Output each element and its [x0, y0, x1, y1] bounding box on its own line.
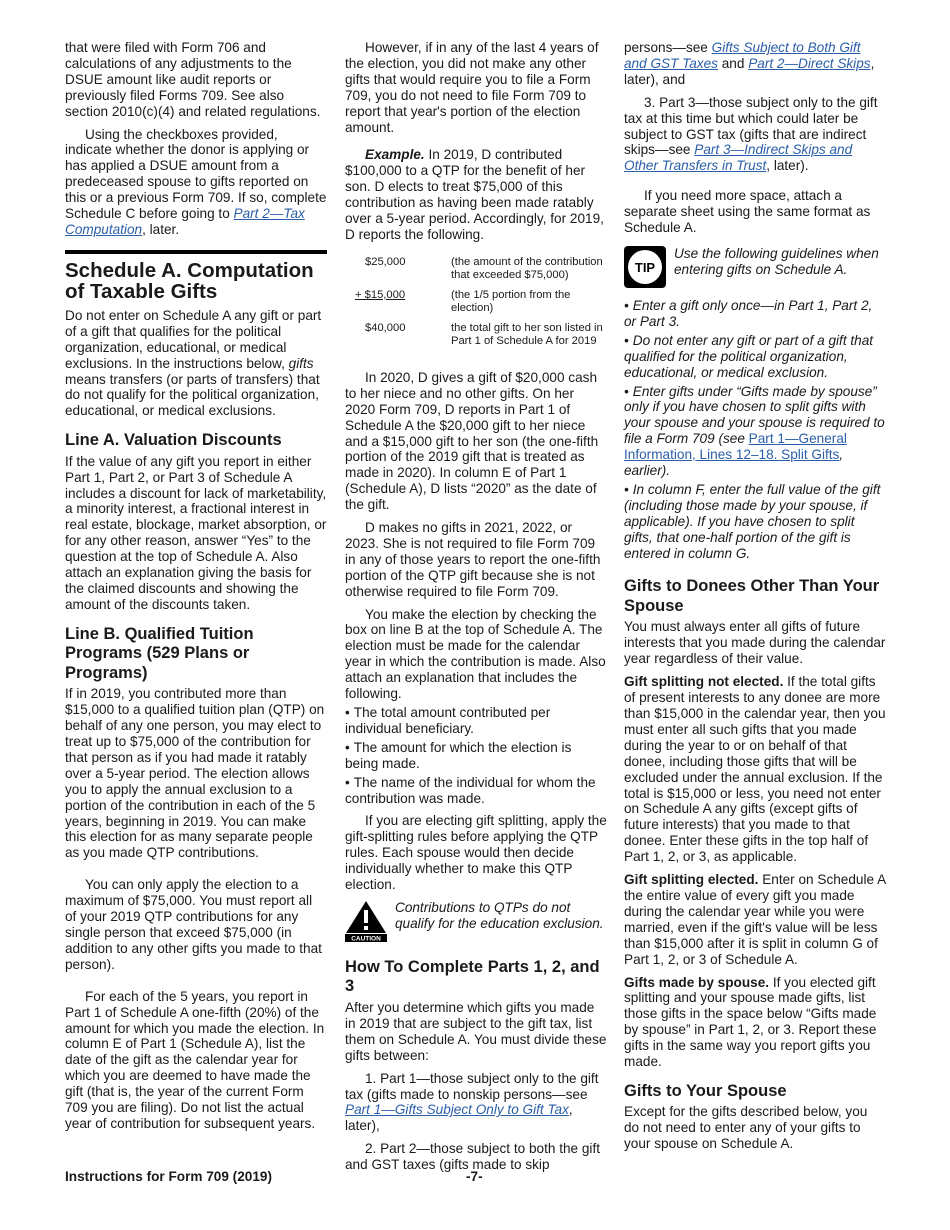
example-paragraph: Example. In 2019, D contributed $100,000 to a QTP for the benefit of her son. D elects to treat $75,000 of this contribution as having been made ratably over a 5-year period. Accordingly, for 2019, D reports the following.: [345, 147, 604, 242]
more-space-paragraph: If you need more space, attach a separate sheet using the same format as Schedule A.: [624, 188, 871, 236]
how-to-complete-paragraph: After you determine which gifts you made in 2019 that are subject to the gift tax, list them on Schedule A. You must divide these gifts between:: [345, 999, 607, 1063]
page-number: -7-: [466, 1169, 483, 1184]
table-description: (the 1/5 portion from the election): [451, 288, 571, 315]
footer-title: Instructions for Form 709 (2019): [65, 1169, 272, 1184]
table-amount: $40,000: [365, 321, 406, 334]
list-item: • The amount for which the election is being made.: [345, 740, 607, 772]
column-2: [345, 40, 607, 1180]
list-item: • Enter gifts under “Gifts made by spouse” only if you have chosen to split gifts with your spouse and your spouse is required to file a Form 709 (see Part 1—General Information, Lines 12–18. Split Gifts, earlier).: [624, 384, 886, 479]
table-description: (the amount of the contribution that exceeded $75,000): [451, 255, 603, 282]
example-2020-paragraph: In 2020, D gives a gift of $20,000 cash to her niece and no other gifts. On her 2020 Form 709, D reports in Part 1 of Schedule A the $20,000 gift to her niece and a $15,000 gift to her son (the one-fifth portion of the 2019 gift that is treated as made in 2020). In column E of Part 1 (Schedule A), D lists “2020” as the date of the gift.: [345, 369, 599, 513]
gifts-to-spouse-heading: Gifts to Your Spouse: [624, 1081, 787, 1100]
table-description: the total gift to her son listed in Part 1 of Schedule A for 2019: [451, 321, 603, 348]
link-gifts-subject-to-both[interactable]: Gifts Subject to Both Gift and GST Taxes: [624, 40, 861, 71]
election-paragraph: You make the election by checking the box on line B at the top of Schedule A. The election must be made for the calendar year in which the contribution is made. Also attach an explanation that includes the following.: [345, 606, 606, 702]
caution-note: [345, 900, 607, 942]
column-1: [65, 40, 327, 1139]
example-later-years-paragraph: D makes no gifts in 2021, 2022, or 2023. She is not required to file Form 709 in any of those years to report the one-fifth portion of the QTP gift because she is not otherwise required to file Form 709.: [345, 520, 601, 599]
list-item: • In column F, enter the full value of the gift (including those made by your spouse, if applicable). If you have chosen to split gifts, that one-half portion of the gift is entered in column G.: [624, 482, 886, 562]
line-a-heading: Line A. Valuation Discounts: [65, 431, 282, 450]
table-row: [355, 286, 607, 319]
gifts-to-spouse-paragraph: Except for the gifts described below, you do not need to enter any of your gifts to your spouse on Schedule A.: [624, 1104, 868, 1152]
part1-item: 1. Part 1—those subject only to the gift tax (gifts made to nonskip persons—see Part 1—Gifts Subject Only to Gift Tax, later),: [345, 1070, 599, 1134]
line-b-paragraph-1: If in 2019, you contributed more than $15,000 to a qualified tuition plan (QTP) on behalf of any one person, you may elect to treat up to $75,000 of the contribution for that person as if you had made it ratably over a 5-year period. The election allows you to apply the annual exclusion to a portion of the contribution in each of the 5 years, beginning in 2019. You can make this election for as many separate people as you made QTP contributions.: [65, 686, 325, 861]
column-3: [624, 40, 886, 1159]
line-a-paragraph: If the value of any gift you report in either Part 1, Part 2, or Part 3 of Schedule A includes a discount for lack of marketability, a minority interest, a fractional interest in real estate, blockage, market absorption, or for any other reason, answer “Yes” to the question at the top of Schedule A. Also attach an explanation giving the basis for the claimed discounts and showing the amount of the discounts taken.: [65, 453, 327, 612]
table-row: [355, 319, 607, 352]
tip-icon: [624, 246, 666, 288]
link-part2-tax-computation[interactable]: Part 2—Tax Computation: [65, 206, 305, 237]
part3-item: 3. Part 3—those subject only to the gift tax at this time but which could later be subject to GST tax (gifts that are indirect skips—see Part 3—Indirect Skips and Other Transfers in Trust, later).: [624, 94, 878, 174]
table-row: [355, 253, 607, 286]
line-b-paragraph-2: You can only apply the election to a maximum of $75,000. You must report all of your 2019 QTP contributions for any single person that exceed $75,000 (in addition to any other gifts you made to that person).: [65, 877, 322, 972]
dsue-continuation-paragraph: that were filed with Form 706 and calculations of any adjustments to the DSUE amount like audit reports or previously filed Forms 709. See also section 2010(c)(4) and related regulations.: [65, 40, 321, 119]
line-b-heading: Line B. Qualified Tuition Programs (529 Plans or Programs): [65, 624, 254, 682]
list-item: • The name of the individual for whom the contribution was made.: [345, 775, 607, 807]
caution-text: Contributions to QTPs do not qualify for the education exclusion.: [395, 899, 604, 931]
schedule-a-intro: Do not enter on Schedule A any gift or part of a gift that qualifies for the political organization, educational, or medical exclusions. In the instructions below, gifts means transfers (or parts of transfers) that do not qualify for the political organization, educational, or medical exclusions.: [65, 307, 322, 419]
svg-text:TIP: TIP: [634, 259, 656, 275]
svg-text:CAUTION: CAUTION: [351, 935, 381, 942]
list-item: • The total amount contributed per individual beneficiary.: [345, 705, 607, 737]
part2-item: 2. Part 2—those subject to both the gift and GST taxes (gifts made to skip: [345, 1141, 601, 1173]
link-part2-direct-skips[interactable]: Part 2—Direct Skips: [748, 55, 871, 71]
donees-heading: Gifts to Donees Other Than Your Spouse: [624, 577, 880, 615]
example-table: [355, 253, 607, 352]
tip-note: [624, 246, 886, 288]
link-part1-gifts-subject-only[interactable]: Part 1—Gifts Subject Only to Gift Tax: [345, 1102, 569, 1118]
schedule-a-heading: Schedule A. Computation of Taxable Gifts: [65, 250, 327, 302]
donees-paragraph: You must always enter all gifts of future interests that you made during the calendar year regardless of their value.: [624, 619, 886, 667]
list-item: • Enter a gift only once—in Part 1, Part 2, or Part 3.: [624, 298, 886, 330]
gift-splitting-elected: Gift splitting elected. Enter on Schedule A the entire value of every gift you made during the calendar year while you were married, even if the gift's value will be less than $15,000 after it is split in column G of Part 1, 2, or 3 of Schedule A.: [624, 872, 886, 967]
part2-item-continuation: persons—see Gifts Subject to Both Gift and GST Taxes and Part 2—Direct Skips, later), and: [624, 40, 875, 87]
link-part3-indirect-skips[interactable]: Part 3—Indirect Skips and Other Transfers in Trust: [624, 142, 853, 174]
list-item: • Do not enter any gift or part of a gift that qualified for the political organization, educational, or medical exclusion.: [624, 333, 886, 381]
tip-text: Use the following guidelines when entering gifts on Schedule A.: [674, 245, 879, 277]
how-to-complete-heading: How To Complete Parts 1, 2, and 3: [345, 957, 600, 996]
table-amount: + $15,000: [355, 288, 406, 301]
link-split-gifts[interactable]: Part 1—General Information, Lines 12–18. Split Gifts: [624, 431, 847, 463]
gifts-made-by-spouse: Gifts made by spouse. If you elected gift splitting and your spouse made gifts, list those gifts in the space below “Gifts made by spouse” in Part 1, 2, or 3. Report these gifts in the same way you report gifts you made.: [624, 974, 877, 1070]
last-4-years-paragraph: However, if in any of the last 4 years of the election, you did not make any other gifts that would require you to file a Form 709, you do not need to file Form 709 to report that year's portion of the election amount.: [345, 40, 599, 135]
gift-splitting-qtp-paragraph: If you are electing gift splitting, apply the gift-splitting rules before applying the QTP rules. Each spouse would then decide individually whether to make this QTP election.: [345, 813, 607, 893]
gift-splitting-not-elected: Gift splitting not elected. If the total gifts of present interests to any donee are more than $15,000 in the calendar year, then you must enter all such gifts that you made during the year to or on behalf of that donee, including those gifts that will be excluded under the annual exclusion. If the total is $15,000 or less, you need not enter on Schedule A any gifts (except gifts of future interests) that you made to that donee. Enter these gifts in the top half of Part 1, 2, or 3, as applicable.: [624, 674, 886, 865]
line-b-paragraph-3: For each of the 5 years, you report in Part 1 of Schedule A one-fifth (20%) of the amount for which you made the election. In column E of Part 1 (Schedule A), list the date of the gift as the calendar year for which you are deemed to have made the gift (that is, the year of the current Form 709 you are filing). Do not list the actual year of contribution for subsequent years.: [65, 988, 325, 1131]
caution-icon: [345, 900, 387, 942]
table-amount: $25,000: [365, 255, 406, 268]
dsue-checkbox-paragraph: Using the checkboxes provided, indicate whether the donor is applying or has applied a DSUE amount from a predeceased spouse to gifts reported on this or a previous Form 709. If so, complete Schedule C before going to Part 2—Tax Computation, later.: [65, 126, 327, 237]
